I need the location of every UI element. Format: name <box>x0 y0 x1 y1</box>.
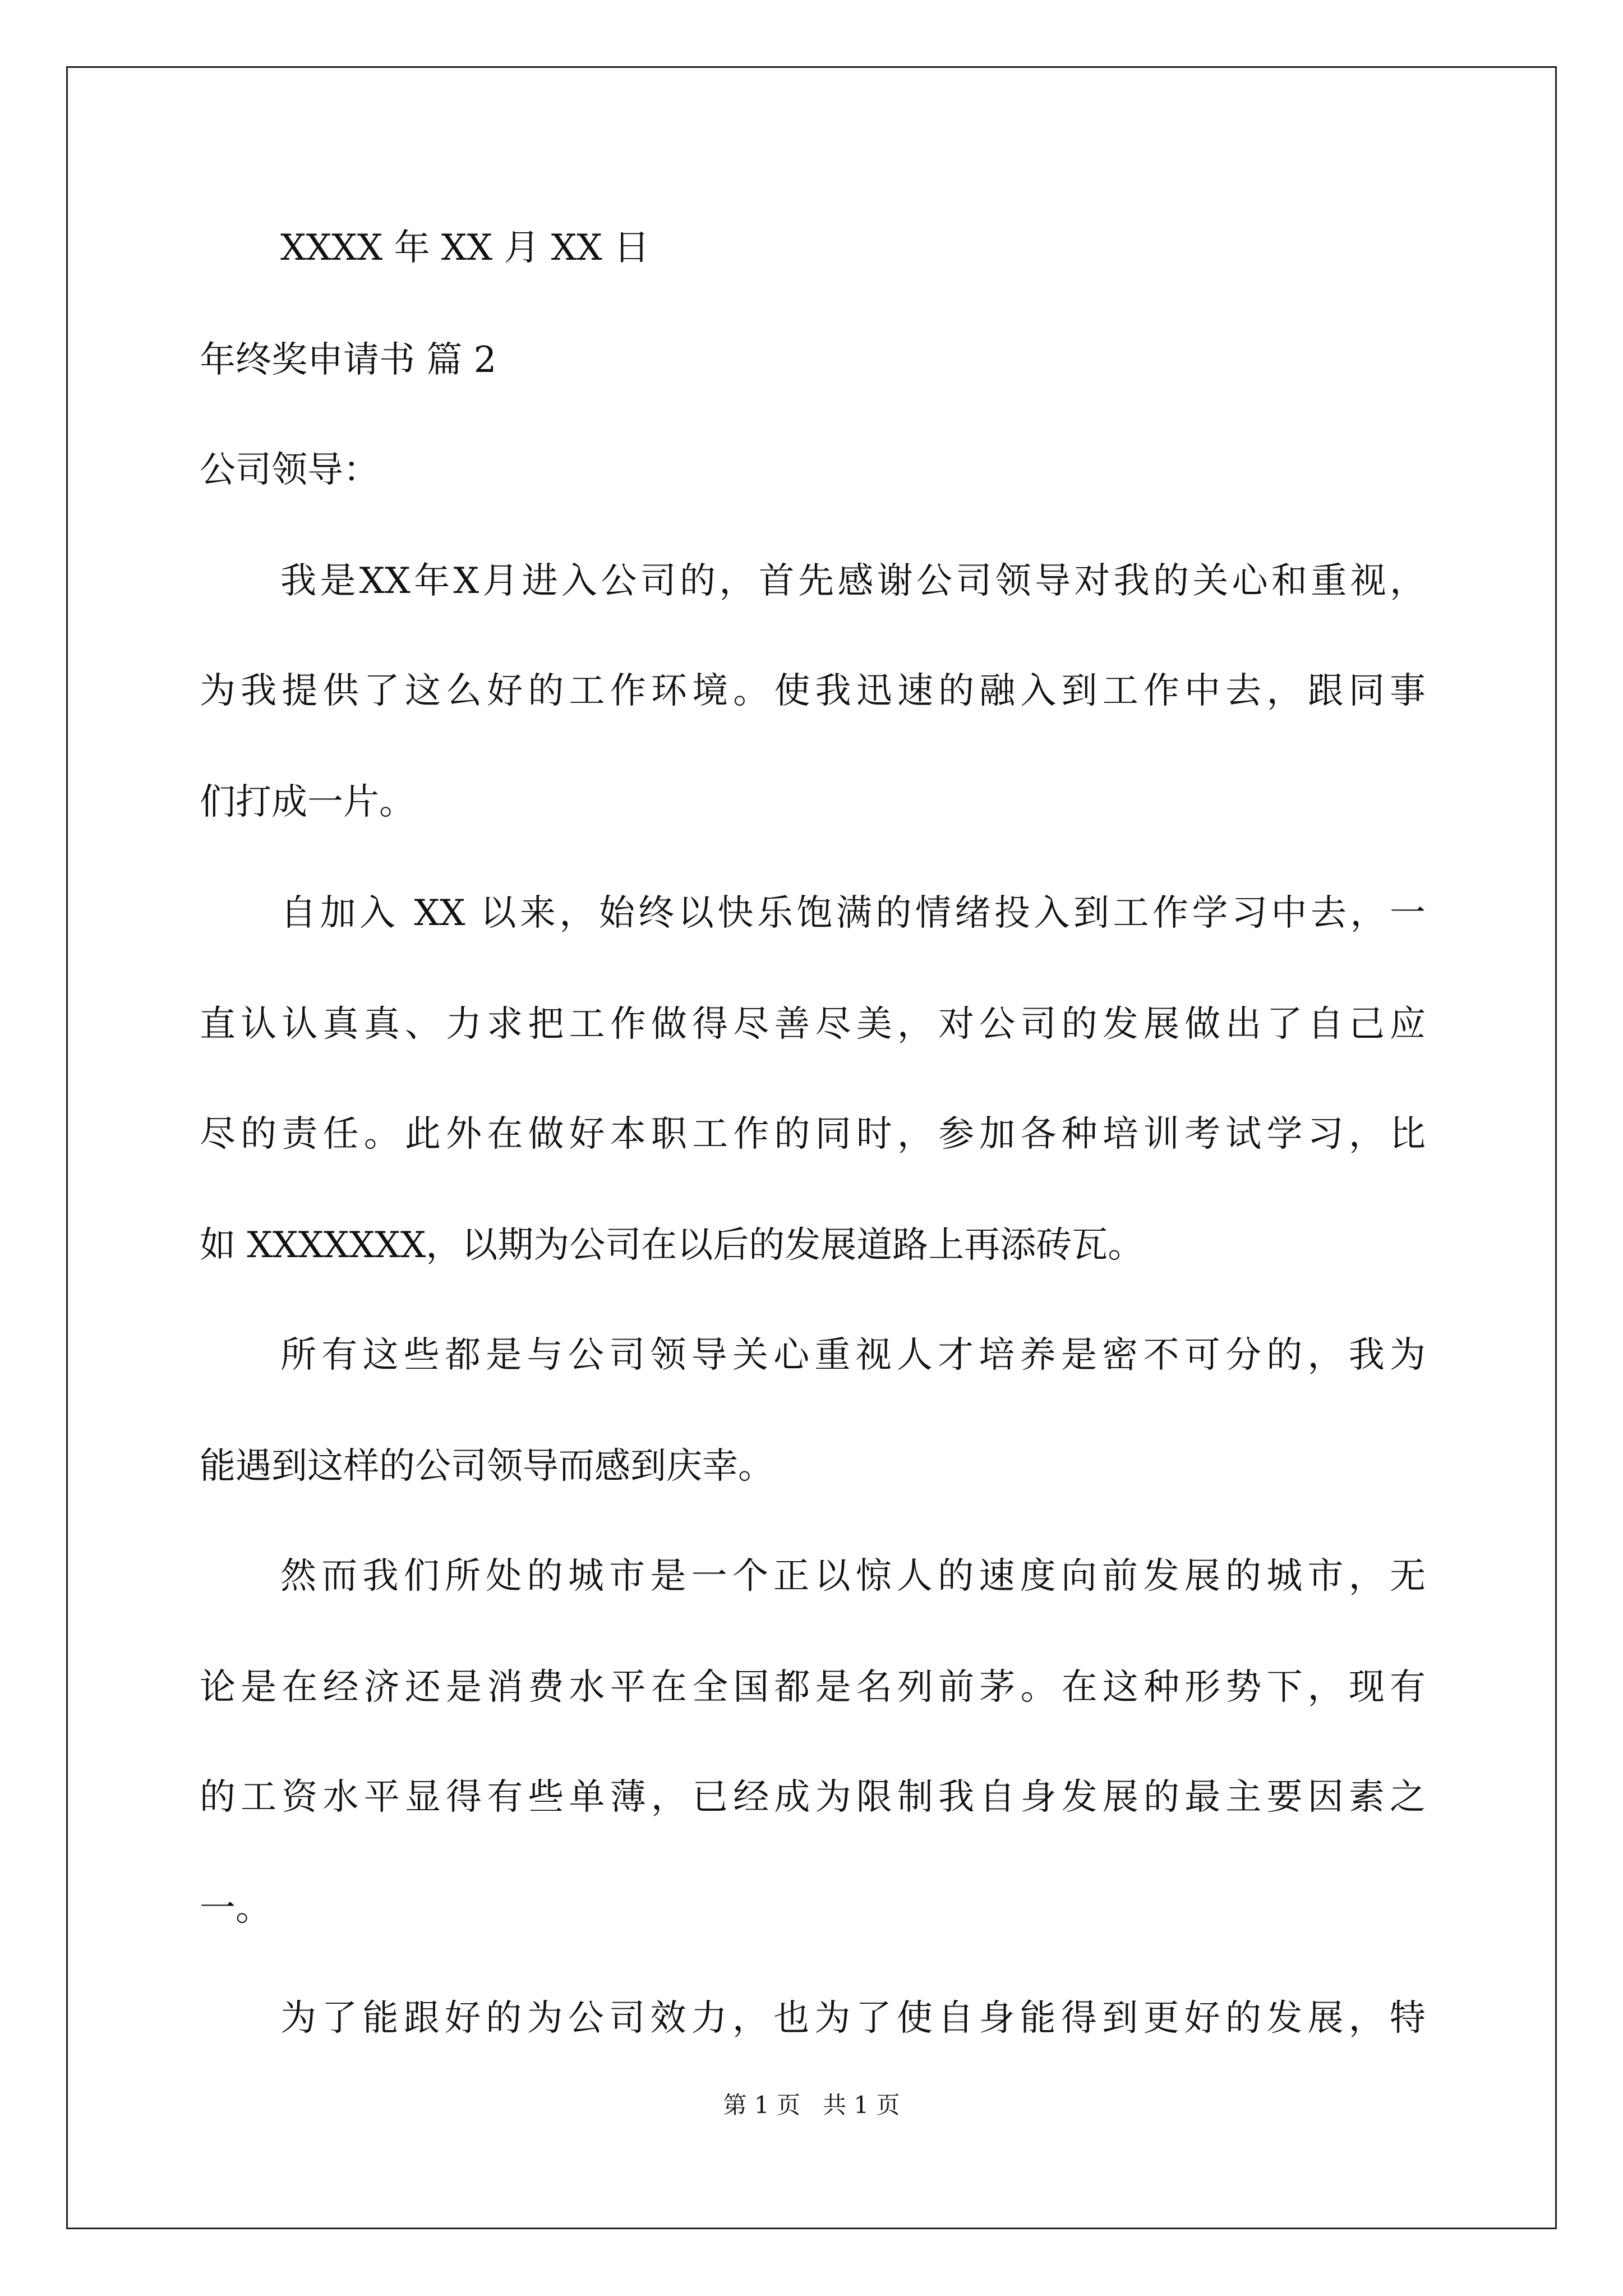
body-line: 能遇到这样的公司领导而感到庆幸。 <box>200 1446 774 1487</box>
body-line: 所有这些都是与公司领导关心重视人才培养是密不可分的，我为 <box>280 1335 1426 1376</box>
body-line: 的工资水平显得有些单薄，已经成为限制我自身发展的最主要因素之 <box>200 1777 1426 1818</box>
body-line: 们打成一片。 <box>200 781 415 823</box>
body-line: 一。 <box>200 1888 271 1929</box>
body-line: 为我提供了这么好的工作环境。使我迅速的融入到工作中去，跟同事 <box>200 670 1426 712</box>
salutation: 公司领导： <box>200 449 379 491</box>
body-line: 然而我们所处的城市是一个正以惊人的速度向前发展的城市，无 <box>280 1556 1426 1597</box>
body-line: 为了能跟好的为公司效力，也为了使自身能得到更好的发展，特 <box>280 1998 1426 2039</box>
body-line: 自加入 XX 以来，始终以快乐饱满的情绪投入到工作学习中去，一 <box>280 892 1426 934</box>
body-line: 直认认真真、力求把工作做得尽善尽美，对公司的发展做出了自己应 <box>200 1004 1426 1045</box>
body-line: 如 XXXXXXX，以期为公司在以后的发展道路上再添砖瓦。 <box>200 1225 1144 1266</box>
page-footer: 第 1 页 共 1 页 <box>723 2091 900 2119</box>
body-line: 论是在经济还是消费水平在全国都是名列前茅。在这种形势下，现有 <box>200 1667 1426 1708</box>
date-line: XXXX 年 XX 月 XX 日 <box>280 227 650 269</box>
body-line: 尽的责任。此外在做好本职工作的同时，参加各种培训考试学习，比 <box>200 1114 1426 1155</box>
document-title: 年终奖申请书 篇 2 <box>200 339 497 381</box>
body-line: 我是XX年X月进入公司的，首先感谢公司领导对我的关心和重视， <box>280 560 1426 602</box>
